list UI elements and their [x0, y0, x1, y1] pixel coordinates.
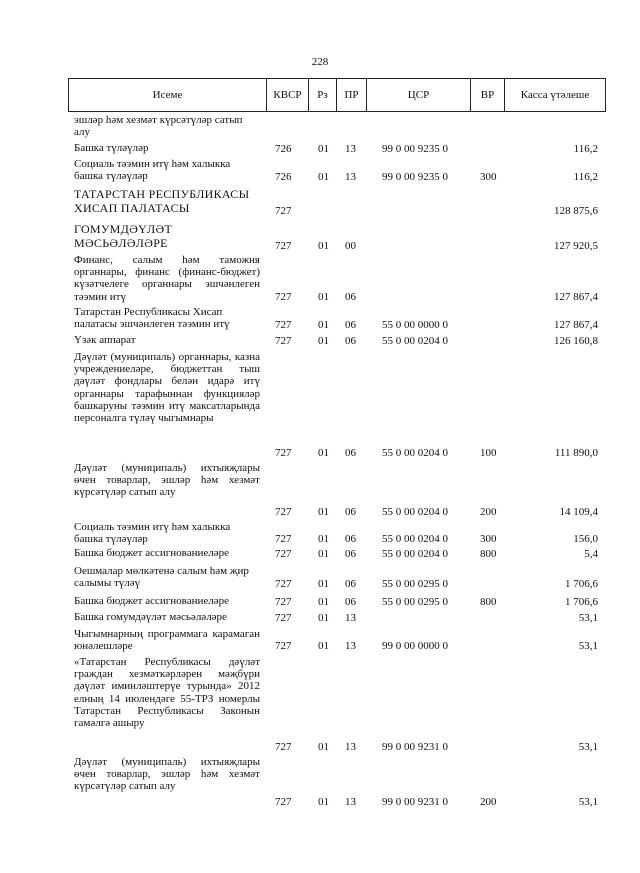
row-rz: 01	[318, 446, 329, 459]
row-sum: 14 109,4	[559, 505, 598, 518]
table-row	[0, 462, 640, 518]
row-csr: 55 0 00 0295 0	[382, 577, 448, 590]
row-kvsr: 727	[275, 239, 292, 252]
row-kvsr: 727	[275, 547, 292, 560]
row-name: ГОМУМДӘҮЛӘТ МӘСЬӘЛӘЛӘРЕ	[74, 222, 173, 250]
row-sum: 53,1	[578, 611, 598, 624]
table-row	[0, 187, 640, 217]
row-rz: 01	[318, 318, 329, 331]
row-name: Оешмалар мөлкәтенә салым һәм җир салымы түләү	[74, 565, 249, 590]
row-sum: 127 867,4	[554, 290, 598, 303]
row-rz: 01	[318, 547, 329, 560]
header-kvsr: КВСР	[267, 79, 309, 111]
row-sum: 116,2	[573, 142, 598, 155]
row-rz: 01	[318, 505, 329, 518]
table-row	[0, 158, 640, 183]
row-pr: 13	[345, 639, 356, 652]
row-pr: 06	[345, 547, 356, 560]
row-sum: 1 706,6	[565, 595, 598, 608]
row-name: Үзәк аппарат	[74, 334, 136, 346]
row-name: Чыгымнарның программага карамаган юнәлешләре	[74, 628, 260, 653]
row-rz: 01	[318, 577, 329, 590]
row-csr: 55 0 00 0204 0	[382, 505, 448, 518]
row-kvsr: 727	[275, 446, 292, 459]
row-kvsr: 727	[275, 334, 292, 347]
row-name: Дәүләт (муниципаль) ихтыяҗлары өчен товарлар, эшләр һәм хезмәт күрсәтүләр сатып алу	[74, 756, 260, 793]
row-kvsr: 727	[275, 595, 292, 608]
header-vr: ВР	[471, 79, 505, 111]
row-pr: 06	[345, 334, 356, 347]
table-row	[0, 565, 640, 590]
table-row	[0, 756, 640, 808]
row-vr: 300	[480, 532, 497, 545]
row-rz: 01	[318, 142, 329, 155]
row-kvsr: 726	[275, 170, 292, 183]
row-kvsr: 727	[275, 611, 292, 624]
row-name: «Татарстан Республикасы дәүләт граждан хезмәткәрләрен мәҗбүри дәүләт иминләштерүе турында» 2012 елның 14 июлендәге 55-ТРЗ номерлы Татарстан Республикасы Законын гамәлгә ашыру	[74, 656, 260, 730]
row-kvsr: 727	[275, 204, 292, 217]
row-kvsr: 727	[275, 532, 292, 545]
row-name: Социаль тәэмин итү һәм халыкка башка түләүләр	[74, 521, 231, 546]
table-row	[0, 306, 640, 331]
row-sum: 1 706,6	[565, 577, 598, 590]
table-header	[68, 78, 606, 112]
row-sum: 53,1	[578, 795, 598, 808]
row-sum: 53,1	[578, 639, 598, 652]
row-sum: 116,2	[573, 170, 598, 183]
row-pr: 06	[345, 318, 356, 331]
row-name: Татарстан Республикасы Хисап палатасы эшчәнлеген тәэмин итү	[74, 306, 230, 331]
row-kvsr: 727	[275, 577, 292, 590]
row-rz: 01	[318, 239, 329, 252]
row-name: Финанс, салым һәм таможня органнары, финанс (финанс-бюджет) күзәтчелеге органнары эшчәнлеген тәэмин итү	[74, 254, 260, 303]
table-row	[0, 656, 640, 753]
row-sum: 156,0	[573, 532, 598, 545]
table-row	[0, 628, 640, 652]
row-name: ТАТАРСТАН РЕСПУБЛИКАСЫ ХИСАП ПАЛАТАСЫ	[74, 187, 250, 215]
row-name: Башка бюджет ассигнованиеләре	[74, 547, 229, 559]
row-sum: 128 875,6	[554, 204, 598, 217]
row-kvsr: 726	[275, 142, 292, 155]
row-sum: 5,4	[584, 547, 598, 560]
row-sum: 127 867,4	[554, 318, 598, 331]
table-row	[0, 521, 640, 545]
table-row	[0, 547, 640, 560]
table-row	[0, 334, 640, 347]
row-rz: 01	[318, 795, 329, 808]
row-pr: 06	[345, 577, 356, 590]
row-pr: 13	[345, 795, 356, 808]
row-csr: 99 0 00 9231 0	[382, 795, 448, 808]
row-name: эшләр һәм хезмәт күрсәтүләр сатып алу	[74, 114, 243, 139]
header-rz: Рз	[309, 79, 337, 111]
row-csr: 55 0 00 0295 0	[382, 595, 448, 608]
row-name: Башка бюджет ассигнованиеләре	[74, 595, 229, 607]
row-vr: 300	[480, 170, 497, 183]
row-csr: 99 0 00 9235 0	[382, 170, 448, 183]
row-rz: 01	[318, 740, 329, 753]
row-name: Дәүләт (муниципаль) органнары, казна учреждениеләре, бюджеттан тыш дәүләт фондлары белән идарә итү органнары тарафыннан функцияләр башкаруны тәэмин итү максатларында персоналга түләү чыгымнары	[74, 351, 260, 425]
row-rz: 01	[318, 290, 329, 303]
row-pr: 13	[345, 611, 356, 624]
header-csr: ЦСР	[367, 79, 471, 111]
row-csr: 99 0 00 0000 0	[382, 639, 448, 652]
row-pr: 06	[345, 505, 356, 518]
row-vr: 800	[480, 595, 497, 608]
row-pr: 06	[345, 532, 356, 545]
row-csr: 55 0 00 0204 0	[382, 446, 448, 459]
row-rz: 01	[318, 611, 329, 624]
row-rz: 01	[318, 170, 329, 183]
row-name: Башка гомумдәүләт мәсьәләләре	[74, 611, 227, 623]
row-kvsr: 727	[275, 505, 292, 518]
row-kvsr: 727	[275, 795, 292, 808]
row-rz: 01	[318, 334, 329, 347]
table-row	[0, 595, 640, 608]
row-pr: 00	[345, 239, 356, 252]
row-pr: 06	[345, 595, 356, 608]
row-name: Социаль тәэмин итү һәм халыкка башка түләүләр	[74, 158, 231, 183]
row-name: Башка түләүләр	[74, 142, 149, 154]
row-csr: 99 0 00 9235 0	[382, 142, 448, 155]
row-pr: 06	[345, 290, 356, 303]
row-name: Дәүләт (муниципаль) ихтыяҗлары өчен товарлар, эшләр һәм хезмәт күрсәтүләр сатып алу	[74, 462, 260, 499]
row-kvsr: 727	[275, 639, 292, 652]
row-csr: 55 0 00 0204 0	[382, 532, 448, 545]
row-rz: 01	[318, 595, 329, 608]
row-vr: 100	[480, 446, 497, 459]
row-rz: 01	[318, 639, 329, 652]
page-number: 228	[311, 56, 329, 68]
row-sum: 111 890,0	[554, 446, 598, 459]
row-csr: 99 0 00 9231 0	[382, 740, 448, 753]
header-pr: ПР	[337, 79, 367, 111]
row-pr: 13	[345, 142, 356, 155]
row-sum: 126 160,8	[554, 334, 598, 347]
table-row	[0, 611, 640, 624]
row-kvsr: 727	[275, 290, 292, 303]
table-row	[0, 114, 640, 139]
header-name: Исеме	[69, 79, 267, 111]
row-vr: 800	[480, 547, 497, 560]
table-row	[0, 254, 640, 303]
row-kvsr: 727	[275, 740, 292, 753]
row-csr: 55 0 00 0000 0	[382, 318, 448, 331]
row-sum: 127 920,5	[554, 239, 598, 252]
header-sum: Касса үтәлеше	[520, 89, 590, 101]
row-pr: 13	[345, 740, 356, 753]
table-row	[0, 142, 640, 155]
row-sum: 53,1	[578, 740, 598, 753]
row-kvsr: 727	[275, 318, 292, 331]
row-csr: 55 0 00 0204 0	[382, 547, 448, 560]
table-row	[0, 222, 640, 252]
row-rz: 01	[318, 532, 329, 545]
row-vr: 200	[480, 795, 497, 808]
row-pr: 06	[345, 446, 356, 459]
row-vr: 200	[480, 505, 497, 518]
table-row	[0, 351, 640, 459]
row-csr: 55 0 00 0204 0	[382, 334, 448, 347]
row-pr: 13	[345, 170, 356, 183]
